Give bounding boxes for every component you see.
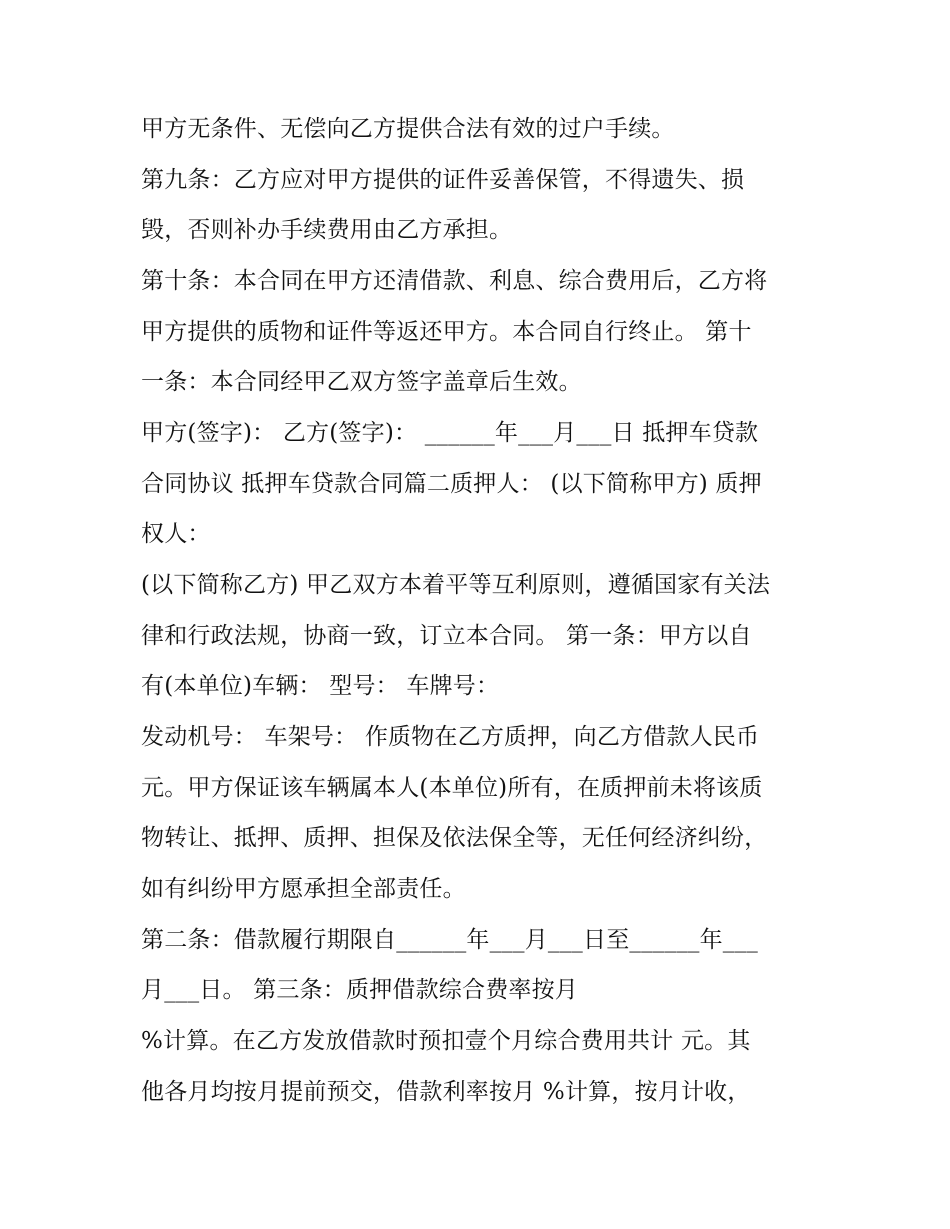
text-line: 毁，否则补办手续费用由乙方承担。 [141,217,513,243]
text-line: 甲方(签字)： 乙方(签字)： ______年___月___日 抵押车贷款 [141,420,759,446]
text-line: (以下简称乙方) 甲乙双方本着平等互利原则，遵循国家有关法 [141,572,771,598]
text-line: 第十条：本合同在甲方还清借款、利息、综合费用后，乙方将 [141,268,768,294]
text-line: 甲方无条件、无偿向乙方提供合法有效的过户手续。 [141,116,675,142]
text-line: 发动机号： 车架号： 作质物在乙方质押，向乙方借款人民币 [141,724,760,750]
text-line: 第二条：借款履行期限自______年___月___日至______年___ [141,927,758,953]
text-line: 甲方提供的质物和证件等返还甲方。本合同自行终止。 第十 [141,319,752,345]
text-line: 如有纠纷甲方愿承担全部责任。 [141,876,466,902]
text-line: 月___日。 第三条：质押借款综合费率按月 [141,977,579,1003]
text-line: 有(本单位)车辆： 型号： 车牌号： [141,673,500,699]
text-line: 一条：本合同经甲乙双方签字盖章后生效。 [141,369,582,395]
text-line: 元。甲方保证该车辆属本人(本单位)所有，在质押前未将该质 [141,775,763,801]
text-line: 他各月均按月提前预交，借款利率按月 %计算，按月计收， [141,1079,751,1105]
text-line: 律和行政法规，协商一致，订立本合同。 第一条：甲方以自 [141,623,752,649]
text-line: 权人： [141,521,211,547]
text-line: 合同协议 抵押车贷款合同篇二质押人： (以下简称甲方) 质押 [141,471,762,497]
text-line: %计算。在乙方发放借款时预扣壹个月综合费用共计 元。其 [141,1028,751,1054]
text-line: 物转让、抵押、质押、担保及依法保全等，无任何经济纠纷， [141,825,768,851]
text-line: 第九条：乙方应对甲方提供的证件妥善保管，不得遗失、损 [141,167,745,193]
